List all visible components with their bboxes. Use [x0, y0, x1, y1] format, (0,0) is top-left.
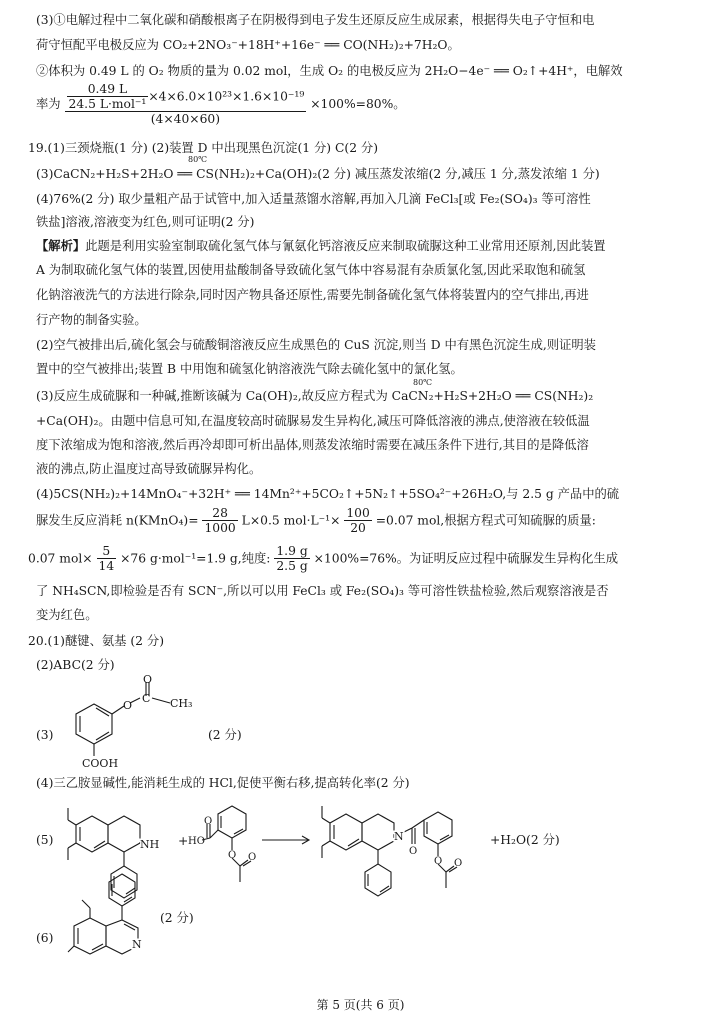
q19-reaction-condition: 80℃: [188, 155, 208, 164]
q20-answer-line2: (2)ABC(2 分): [36, 658, 115, 672]
efficiency-prefix: 率为: [36, 97, 61, 111]
q20-part3-score: (2 分): [208, 728, 242, 742]
dihydroisoquinoline-structure: [66, 870, 166, 986]
q20-part5-tail: +H₂O(2 分): [490, 833, 560, 847]
mass-suffix: ×100%=76%。为证明反应过程中硫脲发生异构化生成: [313, 551, 619, 566]
reaction-arrow: [260, 834, 312, 846]
product-ester-o: O: [434, 856, 443, 867]
dilution-fraction: [344, 506, 371, 535]
kmno4-volume-fraction: [202, 506, 237, 535]
q20-answer-line1: 20.(1)醚键、氨基 (2 分): [28, 634, 164, 648]
efficiency-big-fraction: [65, 82, 307, 126]
acid-carbonyl-o: O: [204, 816, 213, 827]
q18-part3-line1: (3)①电解过程中二氧化碳和硝酸根离子在阴极得到电子发生还原反应生成尿素，根据得失电子守恒和电: [36, 13, 595, 27]
q20-answer-line4: (4)三乙胺显碱性,能消耗生成的 HCl,促使平衡右移,提高转化率(2 分): [36, 776, 410, 790]
frac-num: 28: [202, 506, 237, 521]
frac-den: 14: [98, 559, 115, 573]
kmno4-middle: L×0.5 mol·L⁻¹×: [241, 513, 341, 528]
purity-fraction: [274, 544, 309, 573]
q19-analysis-line12: [36, 506, 596, 535]
methyl-group: CH₃: [170, 697, 193, 710]
q20-part5-label: (5): [36, 833, 54, 847]
frac-den: 2.5 g: [276, 559, 308, 573]
q19-analysis-line13: [28, 544, 618, 573]
q19-analysis-line9: 度下浓缩成为饱和溶液,然后再冷却即可析出晶体,则蒸发浓缩时需要在减压条件下进行,其目的是降低溶: [36, 438, 589, 452]
amide-nitrogen: N: [394, 830, 404, 843]
mass-prefix: 0.07 mol×: [28, 551, 93, 566]
efficiency-formula: [36, 82, 406, 126]
amide-product: [316, 792, 486, 914]
reaction-plus: +: [178, 834, 189, 848]
frac-num: 100: [346, 506, 370, 520]
q19-analysis-line6: 置中的空气被排出;装置 B 中用饱和硫氢化钠溶液洗气除去硫化氢中的氯化氢。: [36, 362, 463, 376]
aspirin-reactant: [190, 796, 270, 896]
kmno4-suffix: =0.07 mol,根据方程式可知硫脲的质量:: [375, 513, 596, 528]
q19-analysis-condition: 80℃: [413, 378, 433, 387]
imine-nitrogen: N: [132, 938, 142, 951]
ester-o: O: [228, 850, 237, 861]
frac-den: 1000: [204, 521, 236, 535]
product-ester-carbonyl-o: O: [454, 858, 463, 869]
q19-answer-line3: (4)76%(2 分) 取少量粗产品于试管中,加入适量蒸馏水溶解,再加入几滴 FeCl₃[或 Fe₂(SO₄)₃ 等可溶性: [36, 192, 591, 206]
carboxyl-group: COOH: [82, 757, 119, 770]
frac-num: 5: [97, 544, 117, 559]
q19-analysis-line3: 化钠溶液洗气的方法进行除杂,同时因产物具备还原性,需要先制备硫化氢气体将装置内的空气排出,再进: [36, 288, 589, 302]
analysis-tag: 【解析】: [36, 238, 86, 253]
q20-part6-score: (2 分): [160, 911, 194, 925]
carbonyl-carbon: C: [142, 692, 151, 705]
q18-part3-line3: ②体积为 0.49 L 的 O₂ 物质的量为 0.02 mol，生成 O₂ 的电极反应为 2H₂O−4e⁻ ══ O₂↑+4H⁺，电解效: [36, 64, 623, 78]
q20-part3-label: (3): [36, 728, 54, 742]
q19-answer-line1: 19.(1)三颈烧瓶(1 分) (2)装置 D 中出现黑色沉淀(1 分) C(2 分): [28, 141, 379, 155]
ester-carbonyl-o: O: [248, 852, 257, 863]
q19-answer-line2: (3)CaCN₂+H₂S+2H₂O ══ CS(NH₂)₂+Ca(OH)₂(2 分) 减压蒸发浓缩(2 分,减压 1 分,蒸发浓缩 1 分): [36, 167, 600, 181]
efficiency-suffix: ×100%=80%。: [310, 97, 406, 111]
q19-analysis-line8: +Ca(OH)₂。由题中信息可知,在温度较高时硫脲易发生异构化,减压可降低溶液的沸点,使溶液在较低温: [36, 414, 590, 428]
mass-middle: ×76 g·mol⁻¹=1.9 g,纯度:: [120, 551, 271, 566]
efficiency-numerator-rest: ×4×6.0×10²³×1.6×10⁻¹⁹: [148, 89, 305, 104]
q19-analysis-line7: (3)反应生成硫脲和一种碱,推断该碱为 Ca(OH)₂,故反应方程式为 CaCN₂+H₂S+2H₂O ══ CS(NH₂)₂: [36, 389, 594, 403]
hydroxyl-label: HO: [188, 836, 205, 847]
volume-fraction-num: 0.49 L: [67, 82, 149, 97]
q20-part6-label: (6): [36, 931, 54, 945]
q19-analysis-line11: (4)5CS(NH₂)₂+14MnO₄⁻+32H⁺ ══ 14Mn²⁺+5CO₂↑+5N₂↑+5SO₄²⁻+26H₂O,与 2.5 g 产品中的硫: [36, 487, 620, 501]
frac-num: 1.9 g: [276, 544, 308, 558]
page-footer: 第 5 页(共 6 页): [316, 998, 405, 1012]
q18-part3-line2: 荷守恒配平电极反应为 CO₂+2NO₃⁻+18H⁺+16e⁻ ══ CO(NH₂)₂+7H₂O。: [36, 38, 460, 52]
q19-analysis-line1: [36, 238, 606, 254]
q19-analysis-line4: 行产物的制备实验。: [36, 313, 147, 327]
ratio-fraction: [97, 544, 117, 573]
q19-analysis-line5: (2)空气被排出后,硫化氢会与硫酸铜溶液反应生成黑色的 CuS 沉淀,则当 D 中有黑色沉淀生成,则证明装: [36, 338, 596, 352]
analysis-text-1: 此题是利用实验室制取硫化氢气体与氰氨化钙溶液反应来制取硫脲这种工业常用还原剂,因此装置: [85, 239, 606, 253]
efficiency-denominator: (4×40×60): [150, 112, 221, 126]
frac-den: 20: [350, 521, 366, 535]
efficiency-numerator: [65, 82, 307, 112]
amine-nh: NH: [140, 838, 160, 851]
q19-answer-line4: 铁盐]溶液,溶液变为红色,则可证明(2 分): [36, 215, 255, 229]
ester-oxygen: O: [123, 699, 133, 712]
volume-fraction-den: 24.5 L·mol⁻¹: [68, 97, 147, 111]
carbonyl-oxygen: O: [143, 673, 153, 686]
q19-analysis-line14: 了 NH₄SCN,即检验是否有 SCN⁻,所以可以用 FeCl₃ 或 Fe₂(SO₄)₃ 等可溶性铁盐检验,然后观察溶液是否: [36, 584, 609, 598]
q19-analysis-line15: 变为红色。: [36, 608, 98, 622]
q19-analysis-line10: 液的沸点,防止温度过高导致硫脲异构化。: [36, 462, 262, 476]
aspirin-structure: [64, 673, 204, 770]
kmno4-prefix: 脲发生反应消耗 n(KMnO₄)=: [36, 513, 199, 528]
amide-carbonyl-o: O: [409, 846, 418, 857]
volume-fraction: [67, 82, 149, 111]
q19-analysis-line2: A 为制取硫化氢气体的装置,因使用盐酸制备导致硫化氢气体中容易混有杂质氯化氢,因此采取饱和硫氢: [36, 263, 586, 277]
